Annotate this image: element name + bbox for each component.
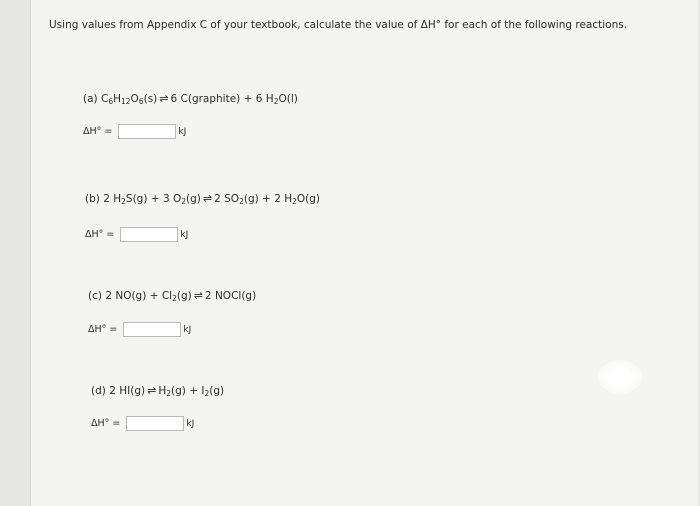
reaction-a: (a) $C_6H_{12}O_6(s)\rightleftharpoons 6$ C(graphite) + 6 $H_2O(l)$ [83, 92, 298, 106]
delta-h-label: ΔH° = [91, 418, 121, 429]
unit-label: kJ [180, 229, 189, 240]
subscript: 2 [181, 197, 187, 206]
subscript: 2 [273, 97, 279, 106]
chemical-species: 2 NOCl(g) [204, 290, 257, 302]
answer-row-b [85, 227, 188, 242]
reaction-d: (d) 2 $HI(g)\rightleftharpoons H_2(g) + I_2(g)$ [91, 384, 225, 398]
delta-h-label: ΔH° = [88, 324, 118, 335]
chemical-species: 6 $H_2O(l)$ [255, 93, 298, 106]
subscript: 6 [108, 97, 114, 106]
answer-row-a [83, 124, 186, 139]
chemical-species: $Cl_2(g)$ [161, 290, 192, 303]
unit-label: kJ [183, 324, 192, 335]
subscript: 2 [121, 197, 126, 206]
chemical-species: 6 C(graphite) [170, 93, 241, 105]
question-label: (b) [85, 193, 104, 205]
chemical-species: 3 $O_2(g)$ [162, 193, 201, 206]
subscript: 2 [166, 389, 171, 398]
chemical-species: 2 $H_2S(g)$ [103, 193, 148, 206]
chemical-species: 2 NO(g) [105, 290, 147, 302]
subscript: 2 [292, 197, 297, 206]
question-label: (c) [88, 290, 106, 302]
chemical-species: 2 HI(g) [109, 385, 146, 397]
answer-input-c[interactable] [123, 322, 181, 337]
chemical-species: 2 $H_2O(g)$ [274, 193, 321, 206]
delta-h-label: ΔH° = [83, 126, 113, 137]
subscript: 2 [239, 197, 244, 206]
question-label: (d) [91, 385, 110, 397]
subscript: 6 [138, 97, 144, 106]
equilibrium-arrow-icon: ⇌ [147, 384, 157, 397]
subscript: 12 [121, 97, 131, 106]
answer-input-a[interactable] [118, 124, 176, 139]
answer-row-d [91, 416, 194, 431]
equilibrium-arrow-icon: ⇌ [202, 192, 213, 205]
answer-row-c [88, 322, 191, 337]
unit-label: kJ [178, 126, 187, 137]
question-card [30, 0, 698, 506]
chemical-species: 2 $SO_2(g)$ [214, 193, 259, 206]
equilibrium-arrow-icon: ⇌ [193, 289, 203, 302]
unit-label: kJ [186, 418, 195, 429]
equilibrium-arrow-icon: ⇌ [159, 92, 169, 105]
subscript: 2 [204, 389, 210, 398]
reaction-c: (c) 2 $NO(g) + Cl_2(g)\rightleftharpoons 2$ NOCl(g) [88, 289, 257, 303]
reaction-b: (b) 2 $H_2S(g) + 3$ $O_2(g)\rightleftharpoons 2$ $SO_2(g) + 2$ $H_2O(g)$ [85, 192, 321, 206]
chemical-species: $H_2(g)$ [158, 385, 186, 398]
chemical-species: $I_2(g)$ [201, 385, 225, 398]
subscript: 2 [172, 294, 177, 303]
question-label: (a) [83, 93, 101, 105]
question-prompt: Using values from Appendix C of your textbook, calculate the value of ΔH° for each of the following reactions. [49, 19, 628, 31]
answer-input-b[interactable] [120, 227, 178, 242]
chemical-species: $C_6H_{12}O_6(s)$ [100, 93, 158, 106]
answer-input-d[interactable] [126, 416, 184, 431]
delta-h-label: ΔH° = [85, 229, 115, 240]
screen-glare [598, 360, 642, 394]
